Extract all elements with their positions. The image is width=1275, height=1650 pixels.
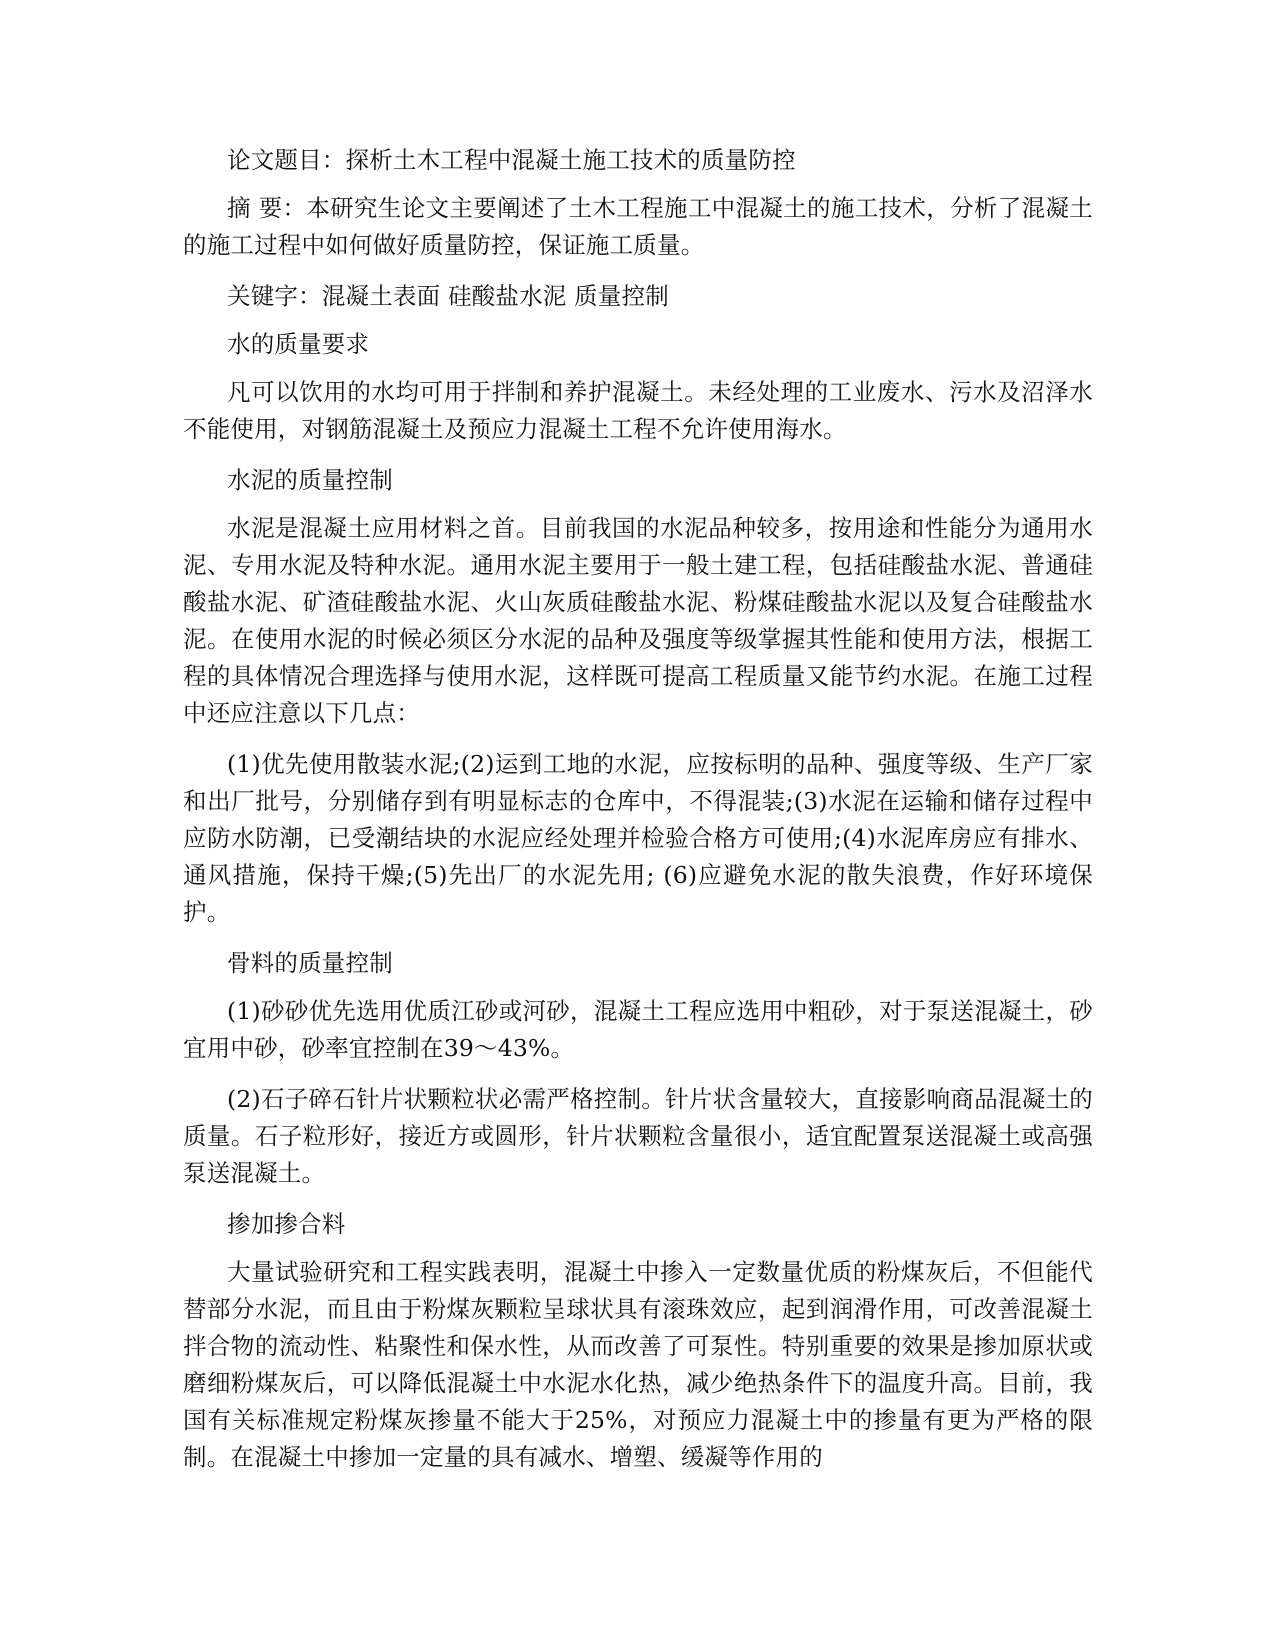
- section-paragraph: (1)砂砂优先选用优质江砂或河砂，混凝土工程应选用中粗砂，对于泵送混凝土，砂宜用中砂，砂率宜控制在39～43%。: [183, 997, 1093, 1062]
- paper-title: 论文题目：探析土木工程中混凝土施工技术的质量防控: [227, 146, 796, 174]
- section-paragraph: 凡可以饮用的水均可用于拌制和养护混凝土。未经处理的工业废水、污水及沼泽水不能使用，对钢筋混凝土及预应力混凝土工程不允许使用海水。: [183, 378, 1093, 443]
- section-heading-aggregate: 骨料的质量控制: [227, 949, 393, 977]
- section-heading-cement: 水泥的质量控制: [227, 466, 393, 494]
- abstract: 摘 要：本研究生论文主要阐述了土木工程施工中混凝土的施工技术，分析了混凝土的施工过程中如何做好质量防控，保证施工质量。: [183, 194, 1093, 259]
- section-heading-water: 水的质量要求: [227, 330, 370, 358]
- section-paragraph: (2)石子碎石针片状颗粒状必需严格控制。针片状含量较大，直接影响商品混凝土的质量。石子粒形好，接近方或圆形，针片状颗粒含量很小，适宜配置泵送混凝土或高强泵送混凝土。: [183, 1085, 1093, 1187]
- section-paragraph: 大量试验研究和工程实践表明，混凝土中掺入一定数量优质的粉煤灰后，不但能代替部分水泥，而且由于粉煤灰颗粒呈球状具有滚珠效应，起到润滑作用，可改善混凝土拌合物的流动性、粘聚性和保水性，从而改善了可泵性。特别重要的效果是掺加原状或磨细粉煤灰后，可以降低混凝土中水泥水化热，减少绝热条件下的温度升高。目前，我国有关标准规定粉煤灰掺量不能大于25%，对预应力混凝土中的掺量有更为严格的限制。在混凝土中掺加一定量的具有减水、增塑、缓凝等作用的: [183, 1258, 1093, 1471]
- section-heading-admixture: 掺加掺合料: [227, 1210, 346, 1238]
- section-paragraph: (1)优先使用散装水泥;(2)运到工地的水泥，应按标明的品种、强度等级、生产厂家和出厂批号，分别储存到有明显标志的仓库中，不得混装;(3)水泥在运输和储存过程中应防水防潮，已受潮结块的水泥应经处理并检验合格方可使用;(4)水泥库房应有排水、通风措施，保持干燥;(5)先出厂的水泥先用; (6)应避免水泥的散失浪费，作好环境保护。: [183, 750, 1093, 926]
- document-page: [183, 142, 1093, 1476]
- keywords: 关键字：混凝土表面 硅酸盐水泥 质量控制: [227, 282, 669, 310]
- section-paragraph: 水泥是混凝土应用材料之首。目前我国的水泥品种较多，按用途和性能分为通用水泥、专用水泥及特种水泥。通用水泥主要用于一般土建工程，包括硅酸盐水泥、普通硅酸盐水泥、矿渣硅酸盐水泥、火山灰质硅酸盐水泥、粉煤硅酸盐水泥以及复合硅酸盐水泥。在使用水泥的时候必须区分水泥的品种及强度等级掌握其性能和使用方法，根据工程的具体情况合理选择与使用水泥，这样既可提高工程质量又能节约水泥。在施工过程中还应注意以下几点：: [183, 514, 1093, 727]
